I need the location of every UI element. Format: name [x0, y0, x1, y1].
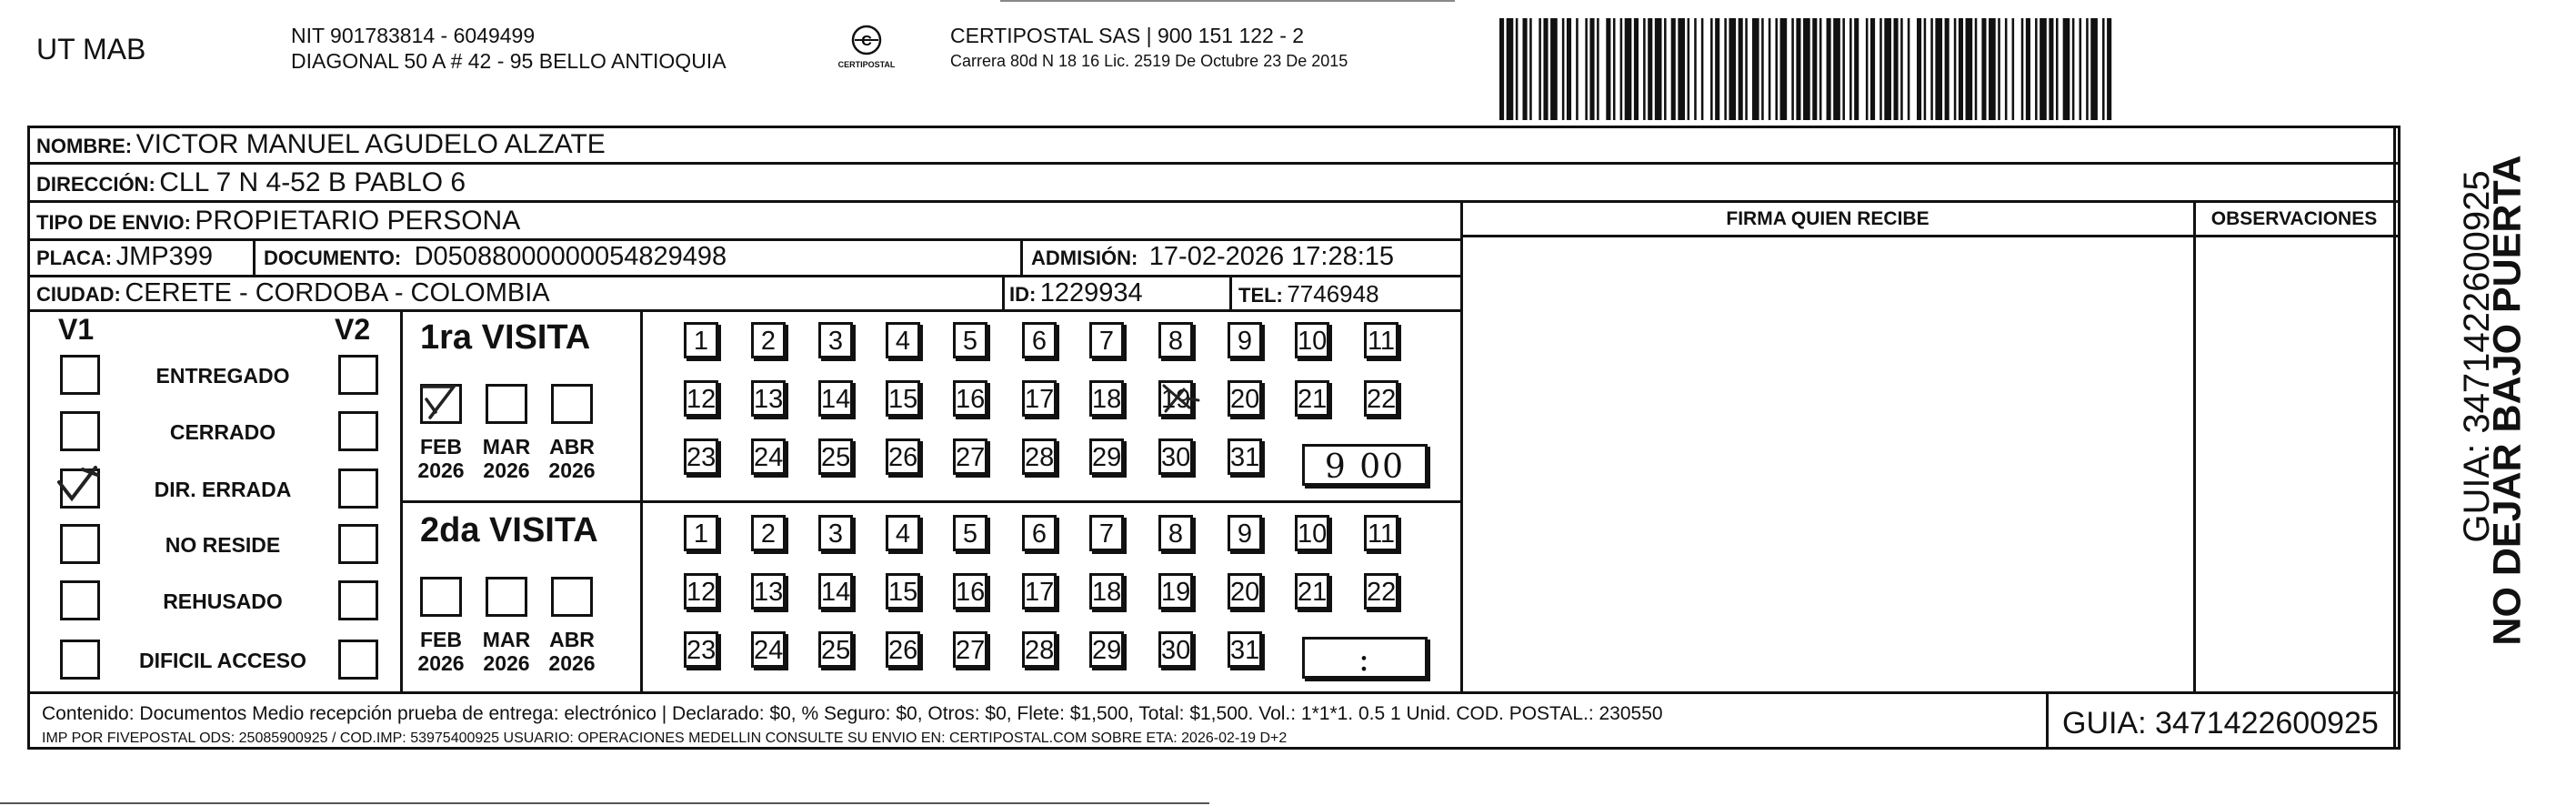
first-visit-day-box[interactable]: 1 [684, 322, 718, 358]
barcode-bar [2086, 18, 2089, 120]
first-visit-day-box[interactable]: 12 [684, 380, 718, 417]
second-visit-month-label [414, 628, 468, 676]
documento-label: DOCUMENTO: [264, 247, 402, 269]
barcode-bar [1752, 18, 1759, 120]
barcode-bar [1894, 18, 1899, 120]
first-visit-day-box[interactable]: 29 [1089, 438, 1124, 475]
id-label: ID: [1009, 283, 1037, 306]
second-visit-day-box[interactable]: 1 [684, 515, 718, 551]
first-visit-day-box[interactable]: 11 [1364, 322, 1398, 358]
rule [1002, 275, 1005, 309]
barcode-bar [1585, 18, 1588, 120]
first-visit-day-box[interactable]: 8 [1158, 322, 1193, 358]
month-name: MAR [482, 628, 531, 651]
second-visit-day-box[interactable]: 6 [1022, 515, 1057, 551]
month-name: FEB [420, 628, 462, 651]
logo-text: CERTIPOSTAL [837, 60, 896, 69]
first-visit-month-label [545, 435, 599, 483]
barcode-bar [2107, 18, 2111, 120]
v2-checkbox[interactable] [338, 524, 378, 564]
barcode-bar [1879, 18, 1882, 120]
first-visit-day-box[interactable]: 14 [818, 380, 853, 417]
second-visit-month-checkbox[interactable] [420, 577, 462, 617]
second-visit-month-checkbox[interactable] [486, 577, 527, 617]
first-visit-day-box[interactable]: 18 [1089, 380, 1124, 417]
first-visit-day-box[interactable]: 2 [751, 322, 786, 358]
barcode-bar [1981, 18, 1986, 120]
month-year: 2026 [417, 651, 465, 676]
direccion-label: DIRECCIÓN: [36, 173, 155, 196]
id-field [1009, 280, 1143, 307]
placa-field [36, 244, 213, 270]
rule [27, 691, 2401, 694]
barcode-bar [2021, 18, 2024, 120]
barcode-bar [1634, 18, 1639, 120]
rule [253, 238, 256, 275]
barcode-bar [1989, 18, 1996, 120]
company-license: Carrera 80d N 18 16 Lic. 2519 De Octubre 23 De 2015 [950, 52, 1348, 70]
barcode-bar [2012, 18, 2015, 120]
barcode-bar [1516, 18, 1519, 120]
first-visit-month-checkbox[interactable] [486, 384, 527, 424]
barcode-bar [1884, 18, 1891, 120]
rule [1460, 200, 1463, 691]
tel-label: TEL: [1238, 284, 1283, 307]
first-visit-day-box[interactable]: 28 [1022, 438, 1057, 475]
second-visit-day-box[interactable]: 19 [1158, 573, 1193, 610]
barcode-bar [1954, 18, 1957, 120]
v2-checkbox[interactable] [338, 355, 378, 395]
second-visit-month-checkbox[interactable] [551, 577, 593, 617]
barcode-bar [1917, 18, 1921, 120]
barcode-bar [1769, 18, 1771, 120]
admision-field [1031, 244, 1394, 270]
second-visit-day-box[interactable]: 5 [953, 515, 987, 551]
second-visit-day-box[interactable]: 22 [1364, 573, 1398, 610]
second-visit-day-box[interactable]: 18 [1089, 573, 1124, 610]
v2-checkbox[interactable] [338, 640, 378, 680]
rule [27, 238, 1462, 241]
barcode-bar [1539, 18, 1541, 120]
second-visit-title: 2da VISITA [420, 511, 598, 549]
v2-checkbox[interactable] [338, 580, 378, 620]
second-visit-day-box[interactable]: 7 [1089, 515, 1124, 551]
v1-checkbox[interactable] [60, 524, 100, 564]
barcode-bar [1998, 18, 2000, 120]
barcode-bar [1975, 18, 1978, 120]
month-year: 2026 [548, 458, 596, 483]
second-visit-day-box[interactable]: 3 [818, 515, 853, 551]
sender-address: DIAGONAL 50 A # 42 - 95 BELLO ANTIOQUIA [291, 49, 727, 73]
barcode-bar [1908, 18, 1910, 120]
rule [27, 162, 2401, 165]
barcode-bar [1625, 18, 1632, 120]
first-visit-day-box[interactable]: 15 [886, 380, 920, 417]
month-name: MAR [482, 435, 531, 458]
barcode-bar [1924, 18, 1927, 120]
barcode-bar [1812, 18, 1817, 120]
company-name: CERTIPOSTAL SAS | 900 151 122 - 2 [950, 24, 1305, 47]
tipo-field [36, 207, 520, 235]
rule [400, 500, 1462, 503]
barcode-bar [2005, 18, 2008, 120]
barcode-bar [1710, 18, 1713, 120]
second-visit-day-box[interactable]: 28 [1022, 631, 1057, 668]
barcode-bar [1499, 18, 1504, 120]
second-visit-day-box[interactable]: 12 [684, 573, 718, 610]
first-visit-day-box[interactable]: 17 [1022, 380, 1057, 417]
status-label: CERRADO [169, 420, 276, 444]
first-visit-day-box[interactable]: 24 [751, 438, 786, 475]
first-visit-day-box[interactable]: 19 [1158, 380, 1193, 417]
rule [1229, 275, 1232, 309]
first-visit-day-box[interactable]: 21 [1295, 380, 1329, 417]
v2-checkbox[interactable] [338, 411, 378, 451]
barcode-bar [1866, 18, 1869, 120]
barcode-bar [1945, 18, 1950, 120]
v2-label: V2 [335, 313, 371, 346]
barcode-bar [1678, 18, 1685, 120]
svg-text:C: C [861, 34, 872, 49]
first-visit-day-box[interactable]: 13 [751, 380, 786, 417]
first-visit-day-box[interactable]: 27 [953, 438, 987, 475]
second-visit-day-box[interactable]: 9 [1228, 515, 1262, 551]
second-visit-day-box[interactable]: 11 [1364, 515, 1398, 551]
sender-nit: NIT 901783814 - 6049499 [291, 24, 536, 47]
barcode-bar [1715, 18, 1719, 120]
second-visit-day-box[interactable]: 21 [1295, 573, 1329, 610]
barcode-bar [1576, 18, 1579, 120]
barcode-bar [2063, 18, 2070, 120]
first-visit-title: 1ra VISITA [420, 318, 591, 357]
month-year: 2026 [483, 458, 530, 483]
barcode-bar [1791, 18, 1794, 120]
first-visit-day-box[interactable]: 9 [1228, 322, 1262, 358]
barcode-bar [1529, 18, 1532, 120]
barcode-bar [1701, 18, 1704, 120]
month-year: 2026 [483, 651, 530, 676]
barcode-bar [1562, 18, 1565, 120]
second-visit-day-box[interactable]: 23 [684, 631, 718, 668]
first-visit-day-box[interactable]: 23 [684, 438, 718, 475]
barcode-bar [1966, 18, 1973, 120]
nombre-label: NOMBRE: [36, 135, 133, 157]
rule [2193, 200, 2196, 691]
barcode-bar [2035, 18, 2038, 120]
barcode-bar [1761, 18, 1764, 120]
first-visit-day-box[interactable]: 4 [886, 322, 920, 358]
sender-name: UT MAB [36, 33, 146, 65]
status-label: DIR. ERRADA [154, 478, 292, 501]
second-visit-day-box[interactable]: 26 [886, 631, 920, 668]
barcode-bar [1803, 18, 1810, 120]
barcode-bar [1935, 18, 1942, 120]
first-visit-day-box[interactable]: 16 [953, 380, 987, 417]
placa-value: JMP399 [115, 242, 213, 271]
second-visit-month-label [479, 628, 534, 676]
second-visit-day-box[interactable]: 31 [1228, 631, 1262, 668]
barcode-bar [2040, 18, 2047, 120]
rule [27, 275, 1462, 277]
barcode-bar [2102, 18, 2105, 120]
barcode-bar [1959, 18, 1963, 120]
direccion-field [36, 169, 466, 196]
ciudad-field [36, 280, 550, 307]
second-visit-day-box[interactable]: 8 [1158, 515, 1193, 551]
second-visit-day-box[interactable]: 10 [1295, 515, 1329, 551]
v2-checkbox[interactable] [338, 468, 378, 509]
barcode-bar [1930, 18, 1933, 120]
nombre-value: VICTOR MANUEL AGUDELO ALZATE [135, 129, 606, 159]
first-visit-day-box[interactable]: 7 [1089, 322, 1124, 358]
top-edge-line [1000, 0, 1455, 2]
first-visit-day-box[interactable]: 30 [1158, 438, 1193, 475]
day-hand-mark [1157, 380, 1202, 423]
v1-checkbox[interactable] [60, 355, 100, 395]
admision-value: 17-02-2026 17:28:15 [1148, 242, 1395, 271]
barcode-bar [1688, 18, 1690, 120]
second-visit-day-box[interactable]: 13 [751, 573, 786, 610]
barcode-bar [1643, 18, 1646, 120]
barcode-bar [1819, 18, 1822, 120]
second-visit-day-box[interactable]: 2 [751, 515, 786, 551]
second-visit-day-box[interactable]: 20 [1228, 573, 1262, 610]
first-visit-month-label [414, 435, 468, 483]
firma-header: FIRMA QUIEN RECIBE [1726, 208, 1929, 229]
rule [400, 309, 403, 691]
barcode-bar [1724, 18, 1727, 120]
observaciones-header: OBSERVACIONES [2210, 208, 2378, 229]
barcode-bar [1620, 18, 1623, 120]
barcode-bar [1606, 18, 1610, 120]
status-label: ENTREGADO [155, 364, 290, 388]
rule [640, 309, 643, 691]
barcode-bar [1775, 18, 1778, 120]
second-visit-day-box[interactable]: 27 [953, 631, 987, 668]
barcode-bar [1900, 18, 1903, 120]
second-visit-day-box[interactable]: 14 [818, 573, 853, 610]
status-label: NO RESIDE [165, 533, 281, 557]
barcode-bar [1507, 18, 1514, 120]
barcode-bar [2090, 18, 2098, 120]
documento-value: D05088000000054829498 [414, 242, 727, 271]
rule [2393, 126, 2396, 750]
barcode-bar [1739, 18, 1743, 120]
barcode-bar [1655, 18, 1662, 120]
second-visit-time-box[interactable] [1302, 637, 1428, 679]
admision-label: ADMISIÓN: [1031, 247, 1138, 269]
first-visit-day-box[interactable]: 3 [818, 322, 853, 358]
barcode-bar [1729, 18, 1736, 120]
v1-checkbox[interactable] [60, 640, 100, 680]
tel-value: 7746948 [1287, 280, 1379, 307]
second-visit-day-box[interactable]: 17 [1022, 573, 1057, 610]
documento-field [264, 244, 727, 270]
footer-printing-info: IMP POR FIVEPOSTAL ODS: 25085900925 / COD.IMP: 53975400925 USUARIO: OPERACIONES MEDELLIN CONSULTE SU ENVIO EN: CERTIPOSTAL.COM SOBRE ETA: 2026-02-19 D+2 [42, 730, 1288, 746]
barcode-bar [1523, 18, 1528, 120]
barcode-bar [1849, 18, 1852, 120]
barcode-bar [1694, 18, 1697, 120]
first-visit-day-box[interactable]: 20 [1228, 380, 1262, 417]
v1-checkbox-checked[interactable] [60, 468, 100, 509]
second-visit-month-label [545, 628, 599, 676]
second-visit-day-box[interactable]: 29 [1089, 631, 1124, 668]
first-visit-month-checkbox[interactable] [420, 384, 462, 424]
v1-checkbox[interactable] [60, 580, 100, 620]
barcode-bar [1796, 18, 1800, 120]
barcode-bar [1870, 18, 1875, 120]
barcode-bar [2080, 18, 2082, 120]
month-year: 2026 [548, 651, 596, 676]
second-visit-day-box[interactable]: 30 [1158, 631, 1193, 668]
first-visit-day-box[interactable]: 5 [953, 322, 987, 358]
month-name: FEB [420, 435, 462, 458]
tipo-value: PROPIETARIO PERSONA [195, 206, 521, 236]
id-value: 1229934 [1039, 278, 1143, 307]
barcode-bar [1745, 18, 1748, 120]
first-visit-day-box[interactable]: 22 [1364, 380, 1398, 417]
second-visit-day-box[interactable]: 4 [886, 515, 920, 551]
tel-field [1238, 282, 1379, 306]
barcode-bar [2056, 18, 2059, 120]
tipo-label: TIPO DE ENVIO: [36, 211, 191, 234]
barcode-bar [1780, 18, 1788, 120]
second-visit-day-box[interactable]: 15 [886, 573, 920, 610]
rule [2046, 691, 2049, 750]
second-visit-day-box[interactable]: 25 [818, 631, 853, 668]
footer-contents: Contenido: Documentos Medio recepción prueba de entrega: electrónico | Declarado: $0, % Seguro: $0, Otros: $0, Flete: $1,500, Total: $1,500. Vol.: 1*1*1. 0.5 1 Unid. COD. POSTAL.: 230550 [42, 703, 1663, 724]
certipostal-logo [835, 22, 898, 73]
barcode-bar [1842, 18, 1845, 120]
second-visit-day-box[interactable]: 16 [953, 573, 987, 610]
first-visit-day-box[interactable]: 10 [1295, 322, 1329, 358]
side-guia: GUIA: 3471422600925 [2457, 170, 2497, 543]
first-visit-day-box[interactable]: 25 [818, 438, 853, 475]
v1-label: V1 [58, 313, 95, 346]
footer-guia: GUIA: 3471422600925 [2062, 706, 2379, 741]
rule [27, 200, 2401, 203]
first-visit-time-box[interactable] [1302, 444, 1428, 486]
second-visit-time-value: : [1358, 641, 1372, 679]
month-name: ABR [549, 435, 595, 458]
do-not-leave-under-door: NO DEJAR BAJO PUERTA [2485, 155, 2530, 646]
status-label: REHUSADO [163, 589, 283, 613]
month-year: 2026 [417, 458, 465, 483]
rule [1020, 238, 1023, 275]
placa-label: PLACA: [36, 247, 113, 269]
bottom-edge-line [0, 802, 1209, 804]
barcode-bar [2049, 18, 2053, 120]
barcode [1496, 16, 2223, 124]
ciudad-label: CIUDAD: [36, 283, 121, 306]
barcode-bar [1671, 18, 1676, 120]
barcode-bar [1597, 18, 1599, 120]
rule [27, 309, 1462, 312]
status-label: DIFICIL ACCESO [138, 649, 306, 672]
barcode-bar [2026, 18, 2030, 120]
barcode-bar [1613, 18, 1616, 120]
first-visit-month-checkbox[interactable] [551, 384, 593, 424]
rule [1462, 235, 2401, 237]
barcode-bar [2072, 18, 2075, 120]
barcode-bar [1827, 18, 1831, 120]
barcode-bar [1664, 18, 1667, 120]
direccion-value: CLL 7 N 4-52 B PABLO 6 [159, 167, 466, 197]
barcode-bar [1648, 18, 1652, 120]
ciudad-value: CERETE - CORDOBA - COLOMBIA [125, 278, 550, 307]
v1-checkbox[interactable] [60, 411, 100, 451]
barcode-bar [1550, 18, 1558, 120]
first-visit-day-box[interactable]: 26 [886, 438, 920, 475]
second-visit-day-box[interactable]: 24 [751, 631, 786, 668]
barcode-bar [1567, 18, 1571, 120]
first-visit-day-box[interactable]: 6 [1022, 322, 1057, 358]
barcode-bar [1854, 18, 1859, 120]
first-visit-time-value: 9 00 [1324, 448, 1406, 486]
nombre-field [36, 131, 606, 158]
first-visit-day-box[interactable]: 31 [1228, 438, 1262, 475]
first-visit-month-label [479, 435, 534, 483]
barcode-bar [1543, 18, 1548, 120]
barcode-bar [1833, 18, 1840, 120]
month-name: ABR [549, 628, 595, 651]
barcode-bar [1589, 18, 1594, 120]
